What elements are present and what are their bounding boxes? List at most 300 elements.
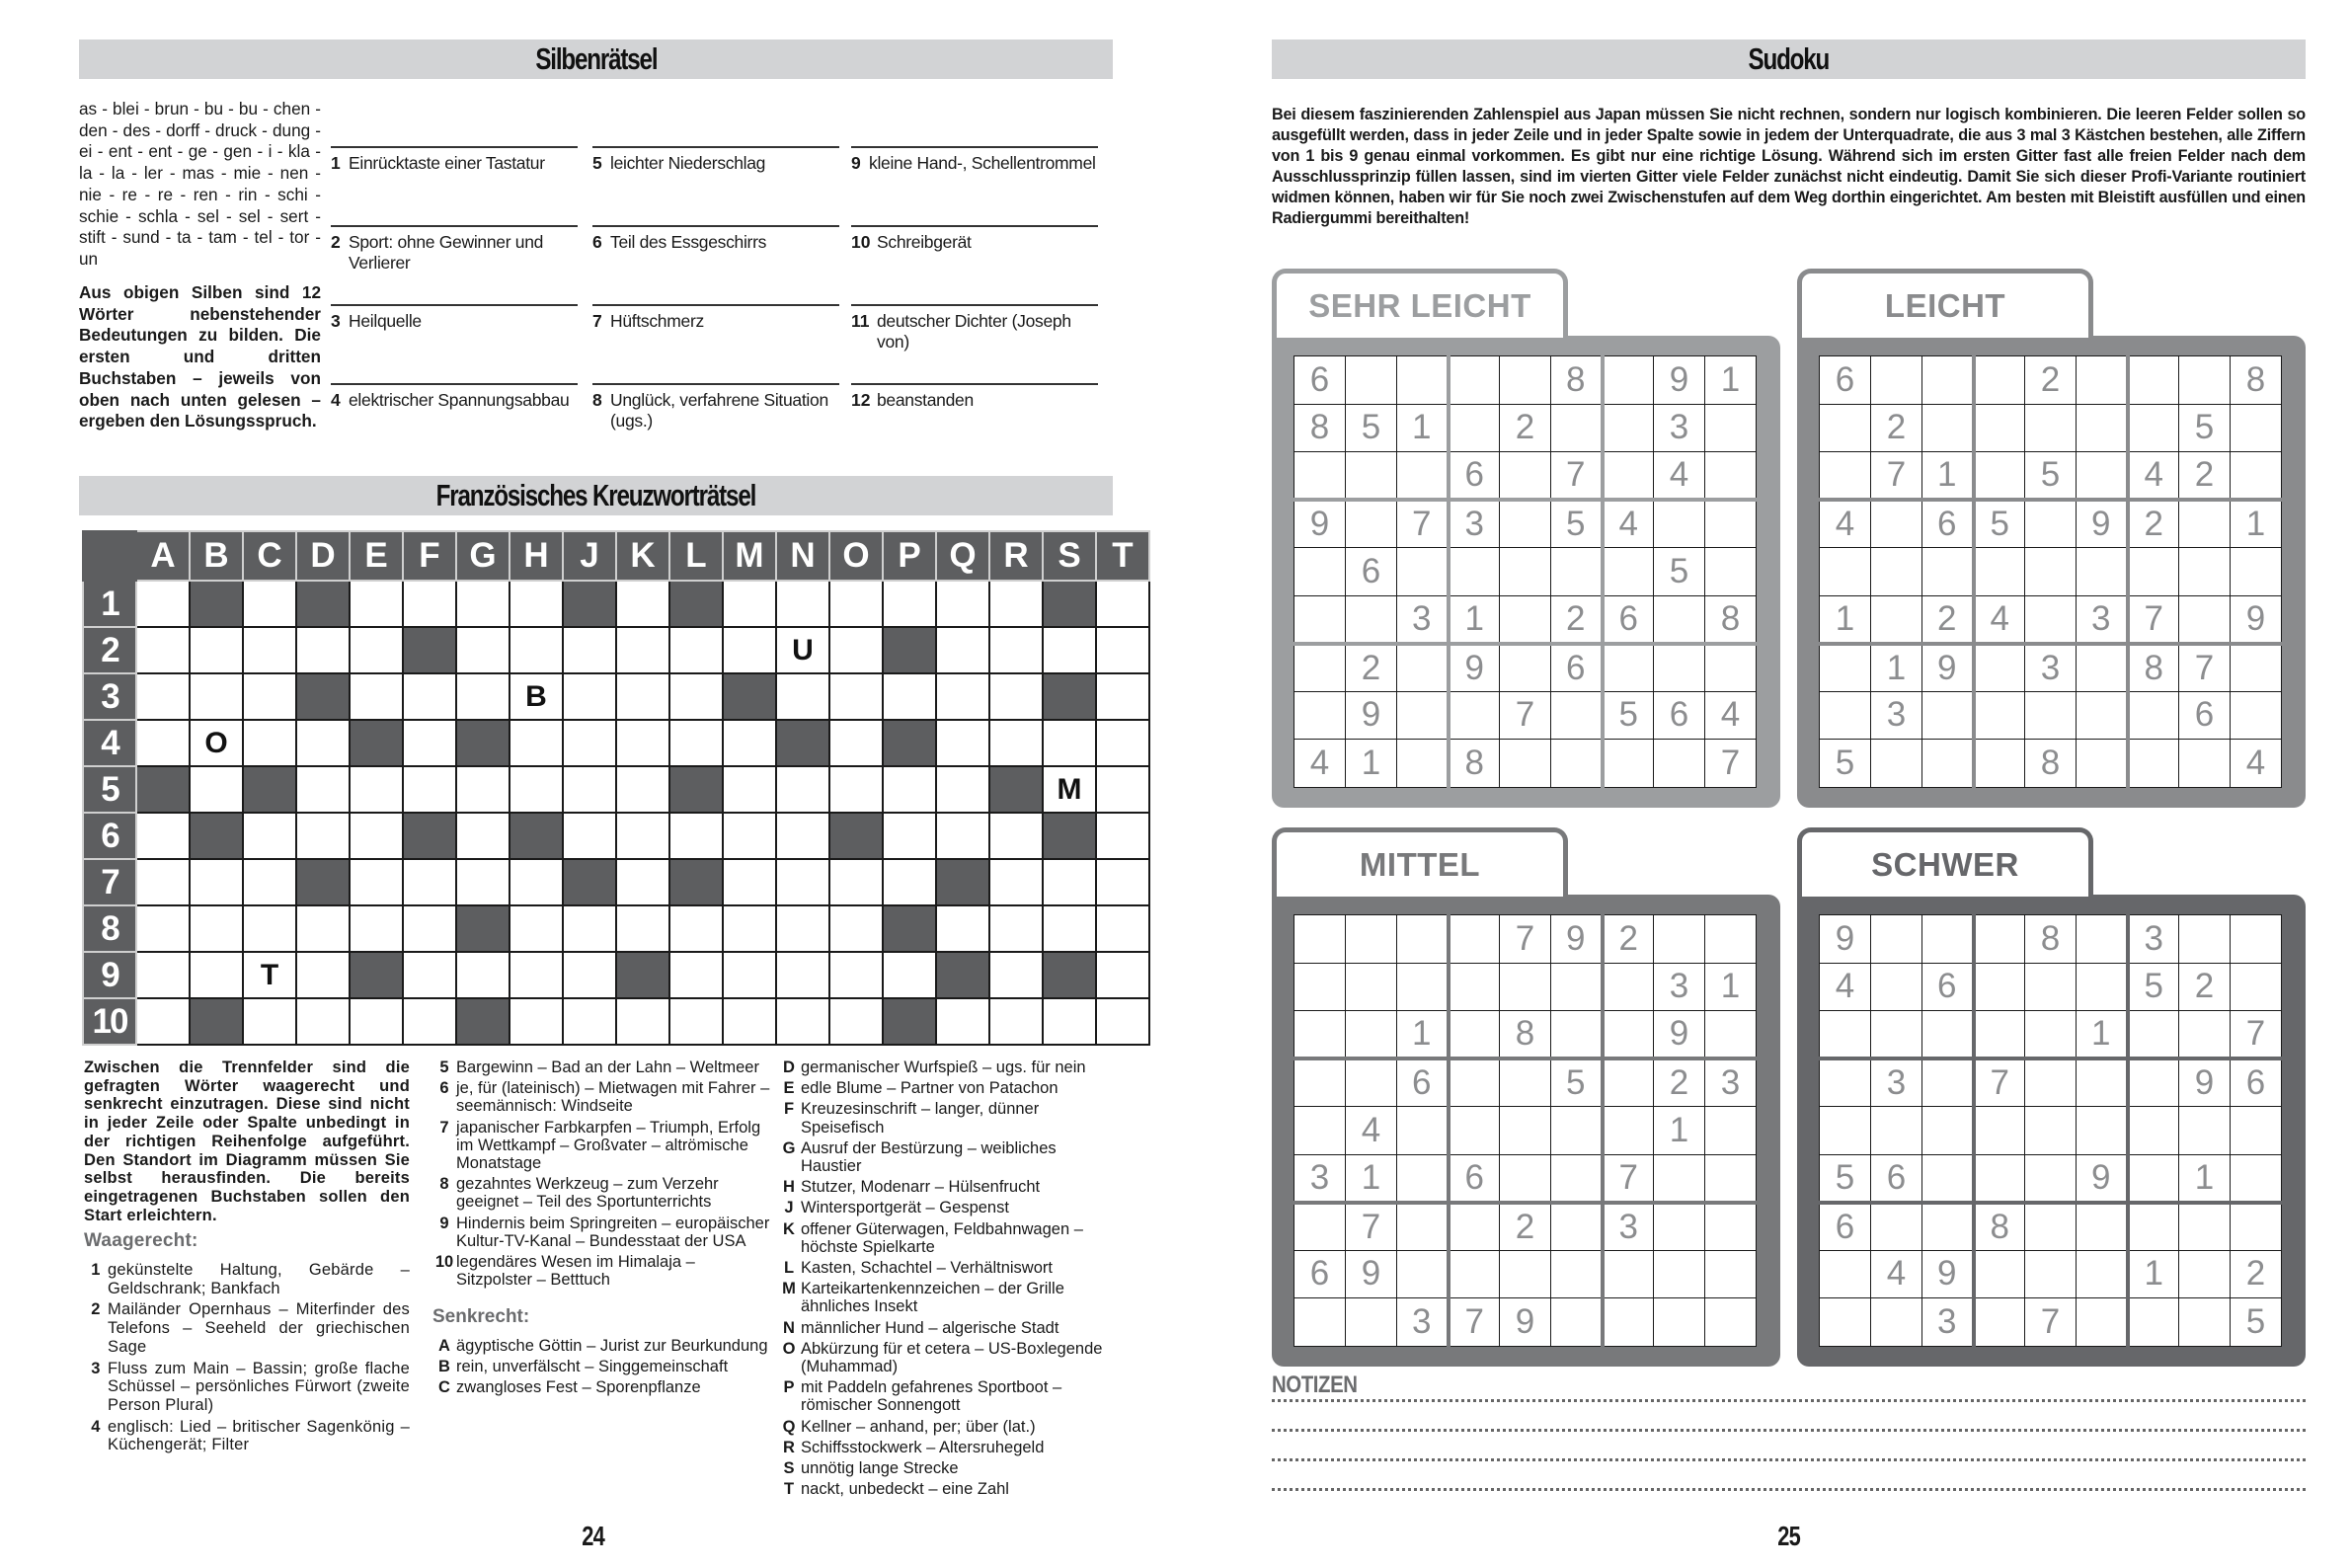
silben-answer-line[interactable] — [851, 225, 1098, 253]
letter-cell[interactable] — [616, 766, 669, 813]
empty-cell[interactable] — [1397, 1250, 1449, 1298]
silben-answer-line[interactable] — [592, 383, 839, 431]
letter-cell[interactable] — [989, 952, 1043, 998]
empty-cell[interactable] — [2077, 404, 2128, 452]
letter-cell[interactable] — [616, 627, 669, 673]
letter-cell[interactable] — [723, 813, 776, 859]
empty-cell[interactable] — [1294, 548, 1346, 596]
letter-cell[interactable] — [1096, 720, 1149, 766]
letter-cell[interactable] — [296, 905, 350, 952]
empty-cell[interactable] — [1974, 915, 2025, 964]
empty-cell[interactable] — [1705, 1154, 1757, 1203]
empty-cell[interactable] — [1974, 356, 2025, 405]
letter-cell[interactable] — [190, 905, 243, 952]
letter-cell[interactable]: O — [190, 720, 243, 766]
empty-cell[interactable] — [1449, 691, 1500, 740]
empty-cell[interactable] — [1551, 691, 1603, 740]
empty-cell[interactable] — [2025, 1107, 2077, 1155]
empty-cell[interactable] — [1551, 1203, 1603, 1251]
letter-cell[interactable] — [1096, 952, 1149, 998]
empty-cell[interactable] — [1974, 1011, 2025, 1059]
empty-cell[interactable] — [2128, 1011, 2179, 1059]
letter-cell[interactable] — [883, 813, 936, 859]
empty-cell[interactable] — [1500, 595, 1551, 644]
letter-cell[interactable]: B — [510, 673, 563, 720]
letter-cell[interactable] — [989, 627, 1043, 673]
letter-cell[interactable] — [936, 673, 989, 720]
letter-cell[interactable] — [563, 952, 616, 998]
letter-cell[interactable] — [563, 766, 616, 813]
empty-cell[interactable] — [2179, 1250, 2231, 1298]
empty-cell[interactable] — [2077, 963, 2128, 1011]
letter-cell[interactable] — [829, 766, 883, 813]
letter-cell[interactable] — [1043, 720, 1096, 766]
empty-cell[interactable] — [1974, 644, 2025, 692]
empty-cell[interactable] — [1294, 452, 1346, 501]
empty-cell[interactable] — [1974, 548, 2025, 596]
empty-cell[interactable] — [1294, 963, 1346, 1011]
letter-cell[interactable] — [723, 720, 776, 766]
letter-cell[interactable] — [190, 859, 243, 905]
empty-cell[interactable] — [1603, 1011, 1654, 1059]
empty-cell[interactable] — [1922, 1011, 1974, 1059]
letter-cell[interactable] — [829, 998, 883, 1045]
empty-cell[interactable] — [1397, 1154, 1449, 1203]
empty-cell[interactable] — [1500, 963, 1551, 1011]
letter-cell[interactable] — [616, 581, 669, 627]
letter-cell[interactable] — [616, 998, 669, 1045]
empty-cell[interactable] — [1603, 740, 1654, 788]
empty-cell[interactable] — [2231, 1154, 2282, 1203]
empty-cell[interactable] — [1922, 740, 1974, 788]
notes-line[interactable] — [1272, 1432, 2306, 1461]
empty-cell[interactable] — [2025, 963, 2077, 1011]
empty-cell[interactable] — [1346, 356, 1397, 405]
letter-cell[interactable] — [510, 952, 563, 998]
letter-cell[interactable] — [563, 627, 616, 673]
empty-cell[interactable] — [1705, 644, 1757, 692]
empty-cell[interactable] — [1500, 740, 1551, 788]
letter-cell[interactable] — [1043, 998, 1096, 1045]
letter-cell[interactable] — [936, 627, 989, 673]
empty-cell[interactable] — [2128, 1107, 2179, 1155]
empty-cell[interactable] — [2077, 915, 2128, 964]
letter-cell[interactable] — [296, 952, 350, 998]
empty-cell[interactable] — [1654, 915, 1705, 964]
empty-cell[interactable] — [2128, 356, 2179, 405]
letter-cell[interactable] — [243, 627, 296, 673]
empty-cell[interactable] — [2128, 548, 2179, 596]
empty-cell[interactable] — [1705, 1107, 1757, 1155]
letter-cell[interactable] — [403, 952, 456, 998]
letter-cell[interactable] — [1096, 627, 1149, 673]
empty-cell[interactable] — [1500, 1058, 1551, 1107]
empty-cell[interactable] — [1603, 1298, 1654, 1347]
empty-cell[interactable] — [1294, 644, 1346, 692]
empty-cell[interactable] — [1820, 1298, 1871, 1347]
letter-cell[interactable] — [456, 627, 510, 673]
empty-cell[interactable] — [1603, 1250, 1654, 1298]
empty-cell[interactable] — [1397, 356, 1449, 405]
empty-cell[interactable] — [1397, 691, 1449, 740]
letter-cell[interactable] — [136, 905, 190, 952]
letter-cell[interactable] — [1043, 905, 1096, 952]
empty-cell[interactable] — [1705, 1203, 1757, 1251]
empty-cell[interactable] — [2231, 548, 2282, 596]
letter-cell[interactable] — [563, 905, 616, 952]
empty-cell[interactable] — [2231, 963, 2282, 1011]
letter-cell[interactable] — [776, 766, 829, 813]
empty-cell[interactable] — [2231, 915, 2282, 964]
empty-cell[interactable] — [1346, 1298, 1397, 1347]
empty-cell[interactable] — [2179, 1011, 2231, 1059]
empty-cell[interactable] — [1654, 644, 1705, 692]
letter-cell[interactable] — [456, 766, 510, 813]
notes-line[interactable] — [1272, 1372, 2306, 1402]
empty-cell[interactable] — [1500, 644, 1551, 692]
letter-cell[interactable] — [350, 859, 403, 905]
letter-cell[interactable] — [883, 581, 936, 627]
letter-cell[interactable] — [136, 813, 190, 859]
empty-cell[interactable] — [2025, 691, 2077, 740]
empty-cell[interactable] — [1397, 644, 1449, 692]
empty-cell[interactable] — [2025, 1058, 2077, 1107]
letter-cell[interactable] — [243, 581, 296, 627]
letter-cell[interactable] — [563, 720, 616, 766]
empty-cell[interactable] — [1294, 691, 1346, 740]
letter-cell[interactable] — [776, 813, 829, 859]
letter-cell[interactable] — [456, 673, 510, 720]
letter-cell[interactable] — [243, 998, 296, 1045]
empty-cell[interactable] — [1397, 963, 1449, 1011]
letter-cell[interactable] — [350, 766, 403, 813]
empty-cell[interactable] — [1820, 1107, 1871, 1155]
empty-cell[interactable] — [1603, 404, 1654, 452]
empty-cell[interactable] — [1551, 1250, 1603, 1298]
empty-cell[interactable] — [2231, 1203, 2282, 1251]
letter-cell[interactable] — [510, 766, 563, 813]
letter-cell[interactable] — [989, 720, 1043, 766]
letter-cell[interactable] — [350, 627, 403, 673]
empty-cell[interactable] — [1397, 548, 1449, 596]
empty-cell[interactable] — [1449, 1250, 1500, 1298]
empty-cell[interactable] — [2179, 595, 2231, 644]
empty-cell[interactable] — [1346, 1058, 1397, 1107]
empty-cell[interactable] — [1294, 915, 1346, 964]
empty-cell[interactable] — [1294, 1011, 1346, 1059]
empty-cell[interactable] — [1603, 1107, 1654, 1155]
empty-cell[interactable] — [1871, 595, 1922, 644]
letter-cell[interactable] — [989, 905, 1043, 952]
empty-cell[interactable] — [2025, 1203, 2077, 1251]
letter-cell[interactable] — [296, 720, 350, 766]
letter-cell[interactable] — [669, 905, 723, 952]
silben-answer-line[interactable] — [331, 383, 578, 411]
empty-cell[interactable] — [1654, 740, 1705, 788]
empty-cell[interactable] — [1820, 1058, 1871, 1107]
empty-cell[interactable] — [1603, 963, 1654, 1011]
empty-cell[interactable] — [2077, 644, 2128, 692]
silben-answer-line[interactable] — [331, 146, 578, 174]
empty-cell[interactable] — [1346, 963, 1397, 1011]
empty-cell[interactable] — [1397, 1203, 1449, 1251]
letter-cell[interactable] — [136, 581, 190, 627]
empty-cell[interactable] — [1922, 548, 1974, 596]
empty-cell[interactable] — [2128, 740, 2179, 788]
empty-cell[interactable] — [2231, 644, 2282, 692]
empty-cell[interactable] — [2077, 1298, 2128, 1347]
empty-cell[interactable] — [1820, 548, 1871, 596]
empty-cell[interactable] — [1922, 691, 1974, 740]
letter-cell[interactable] — [403, 998, 456, 1045]
letter-cell[interactable] — [616, 720, 669, 766]
letter-cell[interactable] — [936, 998, 989, 1045]
letter-cell[interactable] — [190, 673, 243, 720]
empty-cell[interactable] — [2128, 1298, 2179, 1347]
empty-cell[interactable] — [1705, 1011, 1757, 1059]
letter-cell[interactable] — [136, 859, 190, 905]
empty-cell[interactable] — [1449, 1058, 1500, 1107]
letter-cell[interactable] — [510, 581, 563, 627]
empty-cell[interactable] — [2179, 1298, 2231, 1347]
letter-cell[interactable] — [723, 581, 776, 627]
letter-cell[interactable] — [1043, 627, 1096, 673]
empty-cell[interactable] — [1922, 1203, 1974, 1251]
empty-cell[interactable] — [1346, 500, 1397, 548]
empty-cell[interactable] — [1922, 404, 1974, 452]
letter-cell[interactable] — [510, 859, 563, 905]
empty-cell[interactable] — [1294, 1298, 1346, 1347]
empty-cell[interactable] — [1820, 404, 1871, 452]
letter-cell[interactable] — [136, 627, 190, 673]
empty-cell[interactable] — [1654, 500, 1705, 548]
empty-cell[interactable] — [1551, 963, 1603, 1011]
letter-cell[interactable] — [989, 581, 1043, 627]
empty-cell[interactable] — [1449, 1203, 1500, 1251]
letter-cell[interactable] — [936, 581, 989, 627]
letter-cell[interactable] — [510, 720, 563, 766]
letter-cell[interactable] — [403, 859, 456, 905]
letter-cell[interactable] — [776, 581, 829, 627]
empty-cell[interactable] — [1871, 740, 1922, 788]
letter-cell[interactable] — [616, 673, 669, 720]
empty-cell[interactable] — [1603, 1058, 1654, 1107]
silben-answer-line[interactable] — [851, 146, 1098, 174]
letter-cell[interactable] — [403, 720, 456, 766]
empty-cell[interactable] — [1871, 963, 1922, 1011]
letter-cell[interactable] — [723, 952, 776, 998]
letter-cell[interactable] — [350, 998, 403, 1045]
letter-cell[interactable] — [190, 766, 243, 813]
letter-cell[interactable] — [669, 998, 723, 1045]
letter-cell[interactable] — [243, 720, 296, 766]
letter-cell[interactable] — [243, 859, 296, 905]
letter-cell[interactable] — [456, 581, 510, 627]
letter-cell[interactable] — [669, 673, 723, 720]
empty-cell[interactable] — [2128, 691, 2179, 740]
empty-cell[interactable] — [1654, 1154, 1705, 1203]
letter-cell[interactable] — [1043, 859, 1096, 905]
letter-cell[interactable] — [243, 813, 296, 859]
empty-cell[interactable] — [1974, 740, 2025, 788]
empty-cell[interactable] — [1871, 915, 1922, 964]
empty-cell[interactable] — [1551, 1154, 1603, 1203]
letter-cell[interactable] — [1096, 813, 1149, 859]
empty-cell[interactable] — [1294, 1107, 1346, 1155]
empty-cell[interactable] — [1500, 548, 1551, 596]
empty-cell[interactable] — [1974, 404, 2025, 452]
letter-cell[interactable] — [669, 720, 723, 766]
empty-cell[interactable] — [2128, 404, 2179, 452]
letter-cell[interactable] — [883, 952, 936, 998]
empty-cell[interactable] — [1397, 740, 1449, 788]
empty-cell[interactable] — [1551, 1011, 1603, 1059]
empty-cell[interactable] — [1654, 595, 1705, 644]
empty-cell[interactable] — [2077, 691, 2128, 740]
letter-cell[interactable] — [190, 952, 243, 998]
empty-cell[interactable] — [1974, 963, 2025, 1011]
letter-cell[interactable] — [936, 813, 989, 859]
letter-cell[interactable] — [563, 673, 616, 720]
empty-cell[interactable] — [2025, 1011, 2077, 1059]
empty-cell[interactable] — [1705, 1298, 1757, 1347]
empty-cell[interactable] — [1871, 548, 1922, 596]
letter-cell[interactable] — [669, 952, 723, 998]
empty-cell[interactable] — [2077, 1203, 2128, 1251]
silben-answer-line[interactable] — [592, 146, 839, 174]
empty-cell[interactable] — [2128, 1203, 2179, 1251]
letter-cell[interactable] — [456, 859, 510, 905]
empty-cell[interactable] — [2077, 1107, 2128, 1155]
letter-cell[interactable] — [776, 905, 829, 952]
empty-cell[interactable] — [1974, 1154, 2025, 1203]
letter-cell[interactable] — [510, 905, 563, 952]
empty-cell[interactable] — [1922, 915, 1974, 964]
letter-cell[interactable] — [723, 998, 776, 1045]
empty-cell[interactable] — [1705, 1250, 1757, 1298]
empty-cell[interactable] — [1449, 404, 1500, 452]
silben-answer-line[interactable] — [331, 304, 578, 332]
empty-cell[interactable] — [2179, 356, 2231, 405]
silben-answer-line[interactable] — [331, 225, 578, 273]
empty-cell[interactable] — [1397, 452, 1449, 501]
letter-cell[interactable] — [989, 859, 1043, 905]
empty-cell[interactable] — [2025, 548, 2077, 596]
letter-cell[interactable] — [403, 673, 456, 720]
empty-cell[interactable] — [2231, 404, 2282, 452]
empty-cell[interactable] — [1820, 1011, 1871, 1059]
letter-cell[interactable] — [350, 673, 403, 720]
letter-cell[interactable] — [989, 673, 1043, 720]
letter-cell[interactable] — [350, 905, 403, 952]
empty-cell[interactable] — [2179, 548, 2231, 596]
empty-cell[interactable] — [2077, 356, 2128, 405]
empty-cell[interactable] — [2179, 1203, 2231, 1251]
letter-cell[interactable] — [989, 998, 1043, 1045]
notes-line[interactable] — [1272, 1402, 2306, 1432]
empty-cell[interactable] — [1551, 548, 1603, 596]
letter-cell[interactable]: M — [1043, 766, 1096, 813]
letter-cell[interactable] — [296, 766, 350, 813]
letter-cell[interactable] — [1096, 998, 1149, 1045]
letter-cell[interactable] — [456, 813, 510, 859]
empty-cell[interactable] — [1294, 595, 1346, 644]
letter-cell[interactable] — [190, 627, 243, 673]
letter-cell[interactable] — [350, 581, 403, 627]
letter-cell[interactable] — [723, 766, 776, 813]
letter-cell[interactable] — [776, 859, 829, 905]
letter-cell[interactable] — [243, 673, 296, 720]
letter-cell[interactable] — [829, 627, 883, 673]
empty-cell[interactable] — [1974, 1298, 2025, 1347]
empty-cell[interactable] — [2231, 452, 2282, 501]
empty-cell[interactable] — [1500, 452, 1551, 501]
empty-cell[interactable] — [1449, 1011, 1500, 1059]
letter-cell[interactable] — [510, 998, 563, 1045]
empty-cell[interactable] — [1820, 1250, 1871, 1298]
letter-cell[interactable] — [829, 720, 883, 766]
letter-cell[interactable] — [296, 813, 350, 859]
empty-cell[interactable] — [1705, 915, 1757, 964]
empty-cell[interactable] — [1922, 1058, 1974, 1107]
letter-cell[interactable] — [829, 859, 883, 905]
empty-cell[interactable] — [1346, 915, 1397, 964]
empty-cell[interactable] — [1551, 404, 1603, 452]
empty-cell[interactable] — [2025, 404, 2077, 452]
empty-cell[interactable] — [2077, 1250, 2128, 1298]
letter-cell[interactable] — [296, 627, 350, 673]
letter-cell[interactable] — [403, 766, 456, 813]
empty-cell[interactable] — [1974, 452, 2025, 501]
letter-cell[interactable] — [616, 859, 669, 905]
empty-cell[interactable] — [1603, 356, 1654, 405]
empty-cell[interactable] — [1922, 1154, 1974, 1203]
empty-cell[interactable] — [1871, 500, 1922, 548]
empty-cell[interactable] — [2231, 1107, 2282, 1155]
empty-cell[interactable] — [2077, 1058, 2128, 1107]
letter-cell[interactable] — [936, 766, 989, 813]
empty-cell[interactable] — [1603, 548, 1654, 596]
letter-cell[interactable] — [936, 720, 989, 766]
letter-cell[interactable] — [829, 952, 883, 998]
empty-cell[interactable] — [2128, 1154, 2179, 1203]
empty-cell[interactable] — [1397, 1107, 1449, 1155]
letter-cell[interactable] — [723, 627, 776, 673]
empty-cell[interactable] — [2025, 1250, 2077, 1298]
letter-cell[interactable] — [776, 952, 829, 998]
empty-cell[interactable] — [1346, 1011, 1397, 1059]
empty-cell[interactable] — [1871, 1203, 1922, 1251]
letter-cell[interactable] — [136, 998, 190, 1045]
empty-cell[interactable] — [2025, 595, 2077, 644]
empty-cell[interactable] — [1705, 404, 1757, 452]
empty-cell[interactable] — [1449, 356, 1500, 405]
empty-cell[interactable] — [1551, 740, 1603, 788]
letter-cell[interactable]: U — [776, 627, 829, 673]
empty-cell[interactable] — [1603, 452, 1654, 501]
empty-cell[interactable] — [1654, 1250, 1705, 1298]
letter-cell[interactable] — [296, 998, 350, 1045]
empty-cell[interactable] — [1974, 1250, 2025, 1298]
letter-cell[interactable] — [136, 952, 190, 998]
empty-cell[interactable] — [1346, 595, 1397, 644]
letter-cell[interactable] — [563, 998, 616, 1045]
empty-cell[interactable] — [1871, 1298, 1922, 1347]
empty-cell[interactable] — [1500, 1107, 1551, 1155]
silben-answer-line[interactable] — [592, 225, 839, 253]
notes-line[interactable] — [1272, 1461, 2306, 1491]
empty-cell[interactable] — [1871, 356, 1922, 405]
